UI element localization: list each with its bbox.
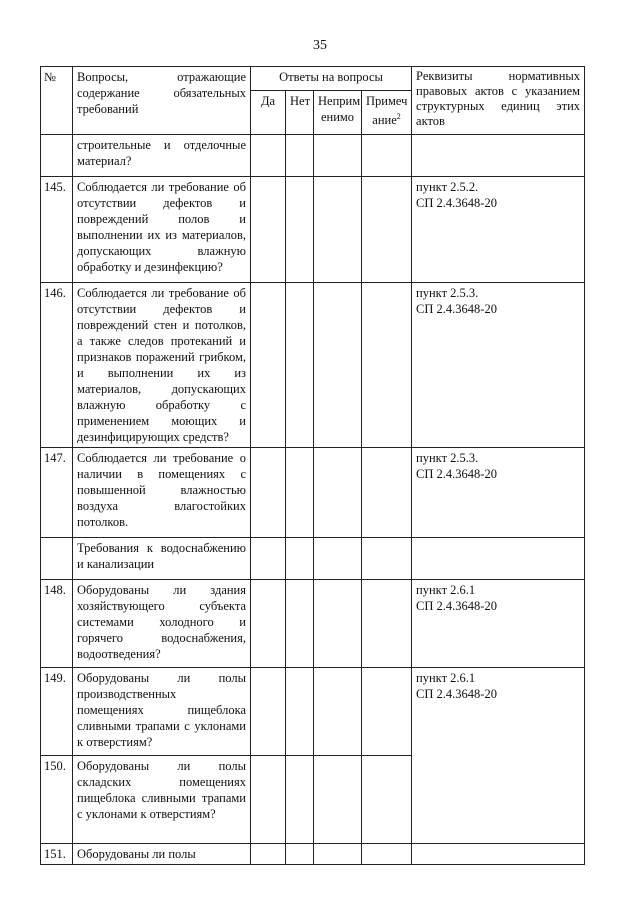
row-question: строительные и отделочные материал?	[73, 135, 251, 177]
answer-note-cell[interactable]	[362, 844, 412, 865]
answer-yes-cell[interactable]	[251, 538, 286, 580]
table-row	[41, 135, 585, 177]
header-no: Нет	[286, 91, 314, 135]
row-number	[41, 538, 73, 580]
answer-yes-cell[interactable]	[251, 135, 286, 177]
answer-yes-cell[interactable]	[251, 756, 286, 844]
row-number: 148.	[41, 580, 73, 668]
section-heading: Требования к водоснабжению и канализации	[73, 538, 251, 580]
answer-na-cell[interactable]	[314, 538, 362, 580]
page-number: 35	[313, 38, 327, 53]
answer-na-cell[interactable]	[314, 283, 362, 448]
answer-no-cell[interactable]	[286, 756, 314, 844]
answer-note-cell[interactable]	[362, 177, 412, 283]
row-question: Оборудованы ли здания хозяйствующего субъекта системами холодного и горячего водоснабжения, водоотведения?	[73, 580, 251, 668]
row-question: Оборудованы ли полы	[73, 844, 251, 865]
answer-yes-cell[interactable]	[251, 668, 286, 756]
row-number: 151.	[41, 844, 73, 865]
header-note: Примеч ание$^2$	[362, 91, 412, 135]
answer-note-cell[interactable]	[362, 668, 412, 756]
answer-yes-cell[interactable]	[251, 844, 286, 865]
answer-na-cell[interactable]	[314, 668, 362, 756]
row-requisite	[412, 538, 585, 580]
header-questions: Вопросы, отражающие содержание обязательных требований	[73, 67, 251, 135]
answer-yes-cell[interactable]	[251, 177, 286, 283]
answer-na-cell[interactable]	[314, 844, 362, 865]
header-answers: Ответы на вопросы	[251, 67, 412, 91]
answer-no-cell[interactable]	[286, 668, 314, 756]
table-row	[41, 844, 585, 865]
answer-no-cell[interactable]	[286, 135, 314, 177]
header-number: №	[41, 67, 73, 135]
answer-na-cell[interactable]	[314, 135, 362, 177]
row-number: 146.	[41, 283, 73, 448]
answer-yes-cell[interactable]	[251, 283, 286, 448]
header-not-applicable: Неприм енимо	[314, 91, 362, 135]
row-requisite: пункт 2.6.1 СП 2.4.3648-20	[412, 580, 585, 668]
row-question: Соблюдается ли требование об отсутствии дефектов и повреждений полов и выполнении их из материалов, допускающих влажную обработку и дезинфекцию?	[73, 177, 251, 283]
row-number: 150.	[41, 756, 73, 844]
row-requisite	[412, 135, 585, 177]
header-row	[41, 67, 585, 91]
answer-na-cell[interactable]	[314, 177, 362, 283]
answer-na-cell[interactable]	[314, 580, 362, 668]
answer-no-cell[interactable]	[286, 538, 314, 580]
answer-no-cell[interactable]	[286, 177, 314, 283]
answer-note-cell[interactable]	[362, 756, 412, 844]
header-yes: Да	[251, 91, 286, 135]
answer-no-cell[interactable]	[286, 844, 314, 865]
answer-note-cell[interactable]	[362, 448, 412, 538]
row-requisite	[412, 844, 585, 865]
row-requisite: пункт 2.5.2. СП 2.4.3648-20	[412, 177, 585, 283]
answer-yes-cell[interactable]	[251, 448, 286, 538]
table-row	[41, 177, 585, 283]
row-number	[41, 135, 73, 177]
table-row	[41, 283, 585, 448]
checklist-table	[40, 66, 585, 865]
table-row	[41, 668, 585, 756]
answer-no-cell[interactable]	[286, 580, 314, 668]
answer-no-cell[interactable]	[286, 448, 314, 538]
row-number: 147.	[41, 448, 73, 538]
answer-na-cell[interactable]	[314, 756, 362, 844]
answer-no-cell[interactable]	[286, 283, 314, 448]
answer-note-cell[interactable]	[362, 283, 412, 448]
table-row	[41, 580, 585, 668]
row-question: Оборудованы ли полы складских помещениях пищеблока сливными трапами с уклонами к отверстиям?	[73, 756, 251, 844]
section-heading-row	[41, 538, 585, 580]
answer-note-cell[interactable]	[362, 538, 412, 580]
answer-note-cell[interactable]	[362, 135, 412, 177]
row-requisite: пункт 2.5.3. СП 2.4.3648-20	[412, 448, 585, 538]
row-question: Соблюдается ли требование об отсутствии дефектов и повреждений стен и потолков, а также следов протеканий и признаков поражений грибком, и выполнении их из материалов, допускающих влажную обработку с применением моющих и дезинфицирующих средств?	[73, 283, 251, 448]
row-number: 149.	[41, 668, 73, 756]
header-requisites: Реквизиты нормативных правовых актов с указанием структурных единиц этих актов	[412, 67, 585, 135]
row-question: Соблюдается ли требование о наличии в помещениях с повышенной влажностью воздуха влагостойких потолков.	[73, 448, 251, 538]
row-question: Оборудованы ли полы производственных помещениях пищеблока сливными трапами с уклонами к отверстиям?	[73, 668, 251, 756]
answer-yes-cell[interactable]	[251, 580, 286, 668]
row-requisite: пункт 2.5.3. СП 2.4.3648-20	[412, 283, 585, 448]
answer-na-cell[interactable]	[314, 448, 362, 538]
row-number: 145.	[41, 177, 73, 283]
answer-note-cell[interactable]	[362, 580, 412, 668]
row-requisite: пункт 2.6.1 СП 2.4.3648-20	[412, 668, 585, 844]
table-row	[41, 448, 585, 538]
